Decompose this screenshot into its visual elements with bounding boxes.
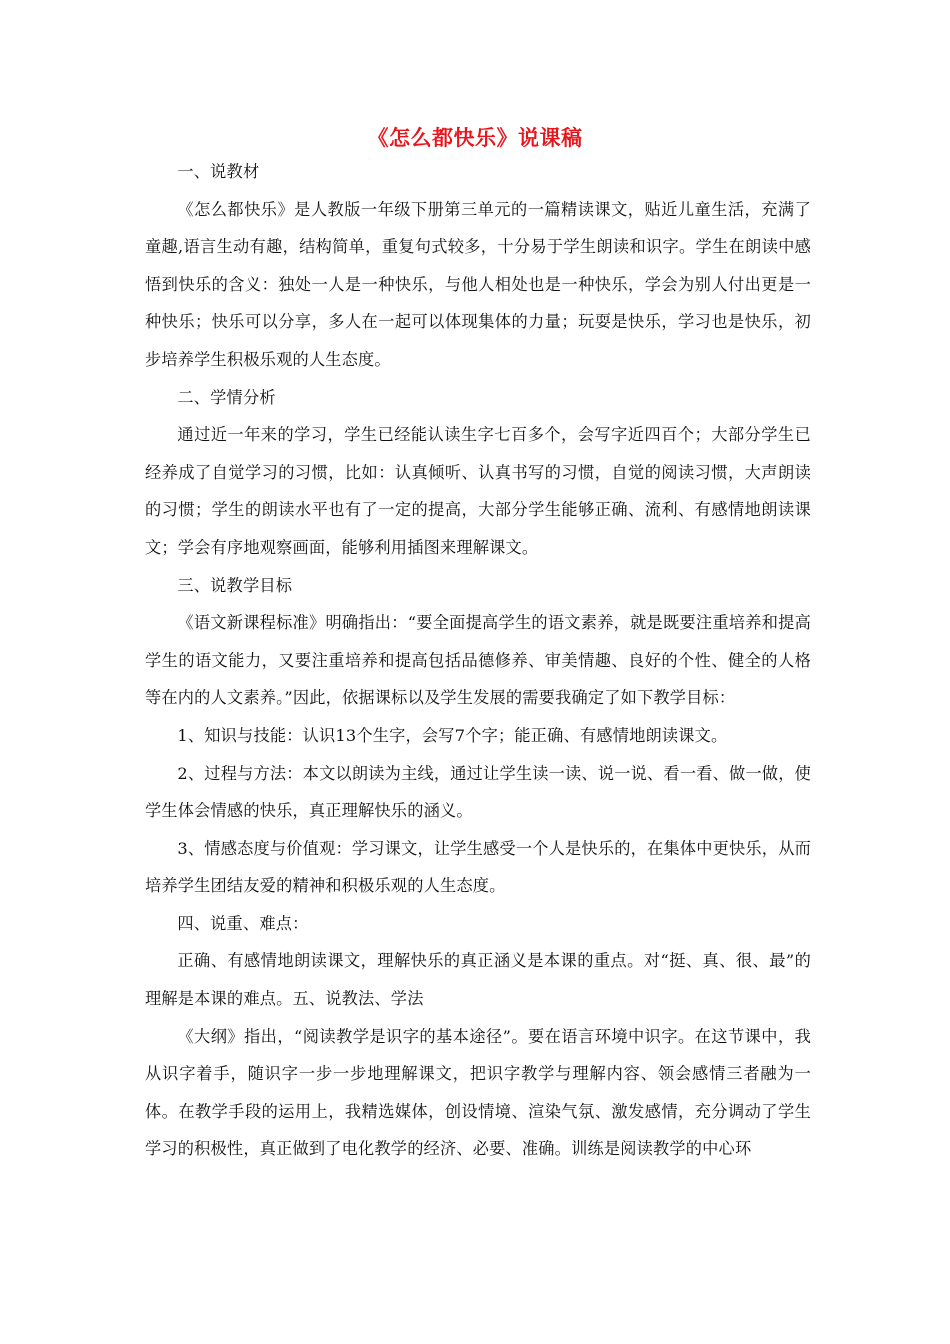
goal-item-knowledge: 1、知识与技能：认识13个生字，会写7个字；能正确、有感情地朗读课文。 — [177, 725, 728, 745]
paragraph-methods: 《大纲》指出，“阅读教学是识字的基本途径”。要在语言环境中识字。在这节课中，我从识字着手，随识字一步一步地理解课文，把识字教学与理解内容、领会感情三者融为一体。在教学手段的运用上，我精选媒体，创设情境、渲染气氛、激发感情，充分调动了学生学习的积极性，真正做到了电化教学的经济、必要、准确。训练是阅读教学的中心环 — [145, 1026, 811, 1159]
section-heading-key-points: 四、说重、难点： — [177, 913, 309, 933]
paragraph-materials: 《怎么都快乐》是人教版一年级下册第三单元的一篇精读课文，贴近儿童生活，充满了童趣,语言生动有趣，结构简单，重复句式较多，十分易于学生朗读和识字。学生在朗读中感悟到快乐的含义：独处一人是一种快乐，与他人相处也是一种快乐，学会为别人付出更是一种快乐；快乐可以分享，多人在一起可以体现集体的力量；玩耍是快乐，学习也是快乐，初步培养学生积极乐观的人生态度。 — [145, 199, 811, 369]
document-title: 《怎么都快乐》说课稿 — [367, 125, 583, 150]
goal-item-emotion: 3、情感态度与价值观：学习课文，让学生感受一个人是快乐的，在集体中更快乐，从而培养学生团结友爱的精神和积极乐观的人生态度。 — [145, 838, 811, 896]
document-body — [145, 153, 811, 1168]
section-heading-teaching-goals: 三、说教学目标 — [177, 575, 293, 595]
paragraph-key-points: 正确、有感情地朗读课文，理解快乐的真正涵义是本课的重点。对“挺、真、很、最”的理解是本课的难点。五、说教法、学法 — [145, 951, 811, 1009]
paragraph-student-analysis: 通过近一年来的学习，学生已经能认读生字七百多个，会写字近四百个；大部分学生已经养成了自觉学习的习惯，比如：认真倾听、认真书写的习惯，自觉的阅读习惯，大声朗读的习惯；学生的朗读水平也有了一定的提高，大部分学生能够正确、流利、有感情地朗读课文；学会有序地观察画面，能够利用插图来理解课文。 — [145, 425, 811, 557]
section-heading-student-analysis: 二、学情分析 — [177, 387, 276, 407]
paragraph-teaching-goals: 《语文新课程标准》明确指出：“要全面提高学生的语文素养，就是既要注重培养和提高学生的语文能力，又要注重培养和提高包括品德修养、审美情趣、良好的个性、健全的人格等在内的人文素养。”因此，依据课标以及学生发展的需要我确定了如下教学目标： — [145, 613, 811, 708]
goal-item-process: 2、过程与方法：本文以朗读为主线，通过让学生读一读、说一说、看一看、做一做，使学生体会情感的快乐，真正理解快乐的涵义。 — [145, 763, 811, 821]
section-heading-materials: 一、说教材 — [177, 162, 260, 181]
